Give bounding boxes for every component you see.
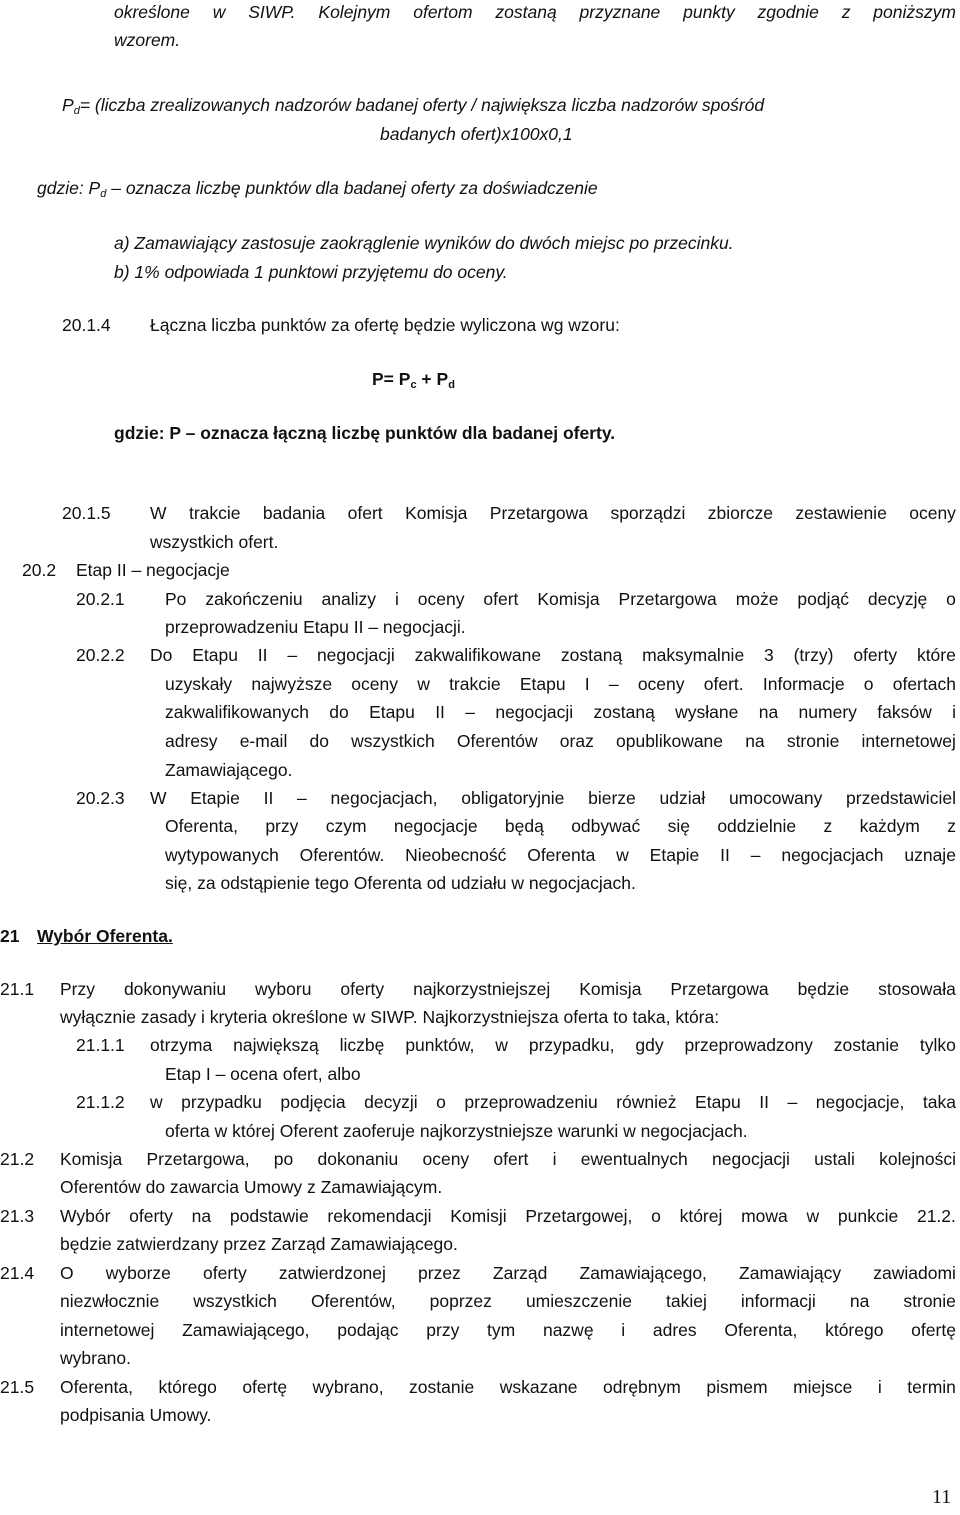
section-20-2-3-line-2: Oferenta, przy czym negocjacje będą odbywać się oddzielnie z każdym z [165,816,956,836]
section-20-1-5-number: 20.1.5 [62,503,111,523]
section-20-2-2-line-1: Do Etapu II – negocjacji zakwalifikowane zostaną maksymalnie 3 (trzy) oferty które [150,645,956,665]
section-21-4-line-4: wybrano. [60,1348,132,1368]
section-21-5-line-1: Oferenta, którego ofertę wybrano, zostanie wskazane odrębnym pismem miejsce i termin [60,1377,956,1397]
page-number: 11 [932,1486,952,1508]
section-20-2-2-line-3: zakwalifikowanych do Etapu II – negocjacji zostaną wysłane na numery faksów i [165,702,956,722]
section-20-2-3-number: 20.2.3 [76,788,125,808]
section-21-5-line-2: podpisania Umowy. [60,1405,212,1425]
section-20-2-number: 20.2 [22,560,57,580]
section-20-2-2-line-2: uzyskały najwyższe oceny w trakcie Etapu I – oceny ofert. Informacje o ofertach [165,674,956,694]
section-21-1-number: 21.1 [0,979,35,999]
intro-line-2: wzorem. [114,30,181,50]
section-21-2-line-2: Oferentów do zawarcia Umowy z Zamawiającym. [60,1177,443,1197]
section-21-5-number: 21.5 [0,1377,35,1397]
section-21-4-line-1: O wyborze oferty zatwierdzonej przez Zarząd Zamawiającego, Zamawiający zawiadomi [60,1263,956,1283]
section-21-1-2-line-1: w przypadku podjęcia decyzji o przeprowadzeniu również Etapu II – negocjacje, taka [150,1092,956,1112]
section-21-2-line-1: Komisja Przetargowa, po dokonaniu oceny ofert i ewentualnych negocjacji ustali kolejności [60,1149,956,1169]
section-21-2-number: 21.2 [0,1149,35,1169]
section-20-1-5-line-1: W trakcie badania ofert Komisja Przetargowa sporządzi zbiorcze zestawienie oceny [150,503,956,523]
section-20-2-2-line-4: adresy e-mail do wszystkich Oferentów oraz opublikowane na stronie internetowej [165,731,956,751]
section-20-1-4-number: 20.1.4 [62,315,111,335]
formula-pd-line-1: $P_d=$ (liczba zrealizowanych nadzorów badanej oferty / największa liczba nadzorów spośród [62,95,765,117]
section-21-4-number: 21.4 [0,1263,35,1283]
section-21-number: 21 [0,926,20,946]
section-21-3-number: 21.3 [0,1206,35,1226]
section-21-1-2-number: 21.1.2 [76,1092,125,1112]
formula-p: $P= P_c + P_d$ [372,369,455,391]
section-21-title: Wybór Oferenta. [37,926,173,946]
where-p: gdzie: P – oznacza łączną liczbę punktów dla badanej oferty. [114,423,616,443]
section-20-1-4-text: Łączna liczba punktów za ofertę będzie wyliczona wg wzoru: [150,315,620,335]
section-21-4-line-2: niezwłocznie wszystkich Oferentów, poprzez umieszczenie takiej informacji na stronie [60,1291,956,1311]
section-21-1-line-1: Przy dokonywaniu wyboru oferty najkorzystniejszej Komisja Przetargowa będzie stosowała [60,979,956,999]
section-20-2-2-line-5: Zamawiającego. [165,760,293,780]
section-21-1-line-2: wyłącznie zasady i kryteria określone w SIWP. Najkorzystniejsza oferta to taka, która: [60,1007,720,1027]
section-21-1-1-line-2: Etap I – ocena ofert, albo [165,1064,361,1084]
section-20-2-1-line-2: przeprowadzeniu Etapu II – negocjacji. [165,617,466,637]
section-20-2-3-line-4: się, za odstąpienie tego Oferenta od udziału w negocjacjach. [165,873,636,893]
note-b: b) 1% odpowiada 1 punktowi przyjętemu do oceny. [114,262,508,282]
intro-line-1: określone w SIWP. Kolejnym ofertom zostaną przyznane punkty zgodnie z poniższym [114,2,956,22]
note-a: a) Zamawiający zastosuje zaokrąglenie wyników do dwóch miejsc po przecinku. [114,233,734,253]
section-20-2-1-line-1: Po zakończeniu analizy i oceny ofert Komisja Przetargowa może podjąć decyzję o [165,589,956,609]
section-21-3-line-2: będzie zatwierdzany przez Zarząd Zamawiającego. [60,1234,458,1254]
formula-pd-line-2: badanych ofert)x100x0,1 [380,124,573,144]
section-20-2-title: Etap II – negocjacje [76,560,230,580]
section-21-1-1-line-1: otrzyma największą liczbę punktów, w przypadku, gdy przeprowadzony zostanie tylko [150,1035,956,1055]
section-20-2-3-line-1: W Etapie II – negocjacjach, obligatoryjnie bierze udział umocowany przedstawiciel [150,788,956,808]
section-21-1-1-number: 21.1.1 [76,1035,125,1055]
section-21-4-line-3: internetowej Zamawiającego, podając przy tym nazwę i adres Oferenta, którego ofertę [60,1320,956,1340]
section-20-2-2-number: 20.2.2 [76,645,125,665]
section-20-1-5-line-2: wszystkich ofert. [150,532,279,552]
section-20-2-1-number: 20.2.1 [76,589,125,609]
where-pd: gdzie: $P_d$ – oznacza liczbę punktów dla badanej oferty za doświadczenie [37,178,598,200]
section-21-1-2-line-2: oferta w której Oferent zaoferuje najkorzystniejsze warunki w negocjacjach. [165,1121,748,1141]
section-21-3-line-1: Wybór oferty na podstawie rekomendacji Komisji Przetargowej, o której mowa w punkcie 21.2. [60,1206,956,1226]
section-20-2-3-line-3: wytypowanych Oferentów. Nieobecność Oferenta w Etapie II – negocjacjach uznaje [165,845,956,865]
